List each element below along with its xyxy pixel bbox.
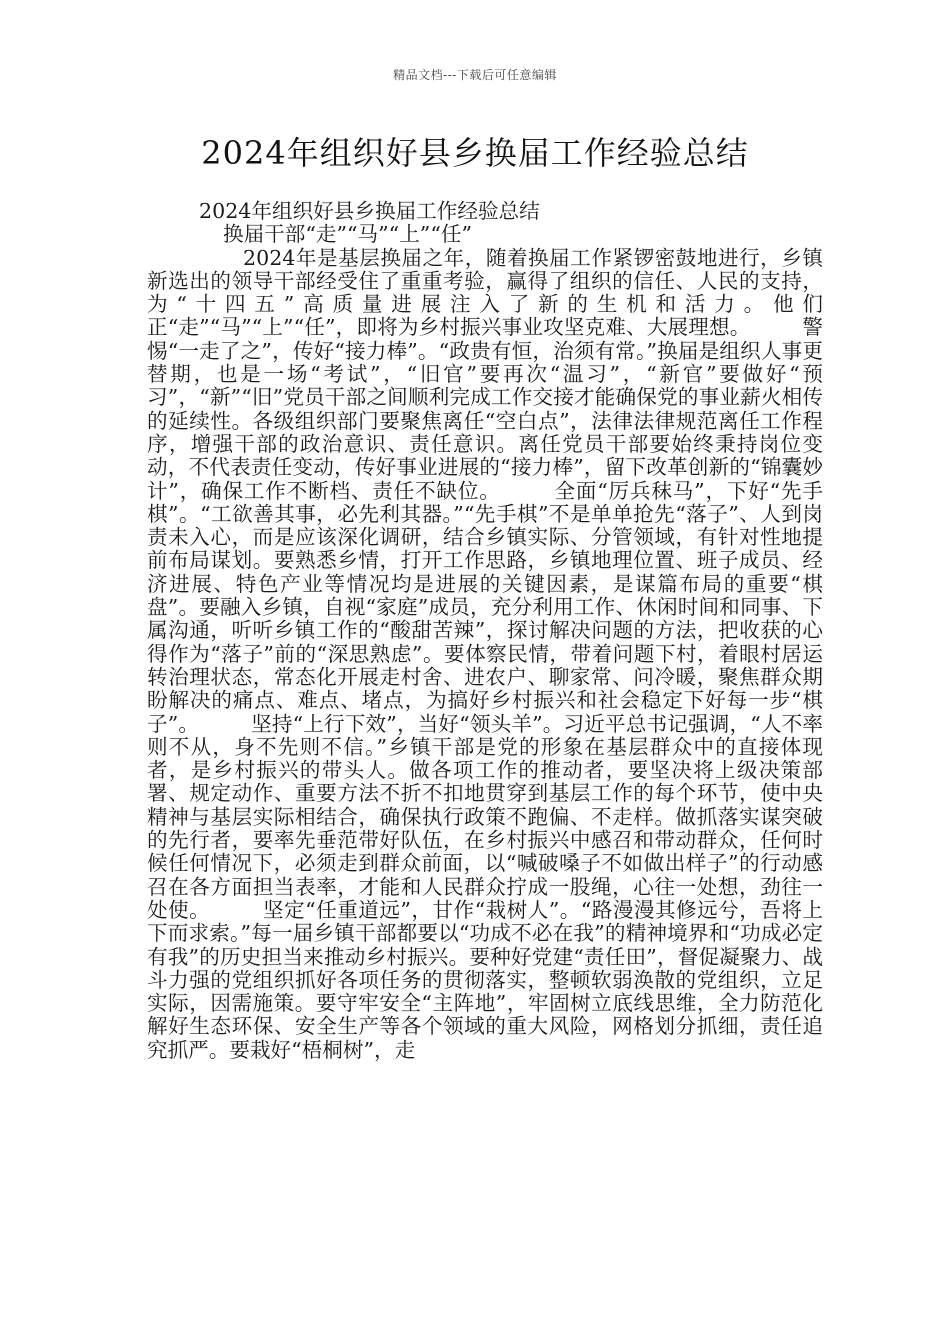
document-subtitle: 2024年组织好县乡换届工作经验总结 bbox=[199, 199, 540, 223]
page-header-note: 精品文档---下载后可任意编辑 bbox=[393, 68, 557, 82]
body-paragraph: 2024年是基层换届之年，随着换届工作紧锣密鼓地进行，乡镇新选出的领导干部经受住了重重考验，赢得了组织的信任、人民的支持，为“十四五”高质量进展注入了新的生机和活力。他们正“走”“马”“上”“任”，即将为乡村振兴事业攻坚克难、大展理想。 警惕“一走了之”，传好“接力棒”。“政贵有恒，治须有常。”换届是组织人事更替期，也是一场“考试”，“旧官”要再次“温习”，“新官”要做好“预习”，“新”“旧”党员干部之间顺利完成工作交接才能确保党的事业薪火相传的延续性。各级组织部门要聚焦离任“空白点”，法律法律规范离任工作程序，增强干部的政治意识、责任意识。离任党员干部要始终秉持岗位变动，不代表责任变动，传好事业进展的“接力棒”，留下改革创新的“锦囊妙计”，确保工作不断档、责任不缺位。 全面“厉兵秣马”，下好“先手棋”。“工欲善其事，必先利其器。”“先手棋”不是单单抢先“落子”、人到岗责未入心，而是应该深化调研，结合乡镇实际、分管领域，有针对性地提前布局谋划。要熟悉乡情，打开工作思路，乡镇地理位置、班子成员、经济进展、特色产业等情况均是进展的关键因素，是谋篇布局的重要“棋盘”。要融入乡镇，自视“家庭”成员，充分利用工作、休闲时间和同事、下属沟通，听听乡镇工作的“酸甜苦辣”，探讨解决问题的方法，把收获的心得作为“落子”前的“深思熟虑”。要体察民情，带着问题下村，着眼村居运转治理状态，常态化开展走村舍、进农户、聊家常、问冷暖，聚焦群众期盼解决的痛点、难点、堵点，为搞好乡村振兴和社会稳定下好每一步“棋子”。 坚持“上行下效”，当好“领头羊”。习近平总书记强调，“人不率则不从，身不先则不信。”乡镇干部是党的形象在基层群众中的直接体现者，是乡村振兴的带头人。做各项工作的推动者，要坚决将上级决策部署、规定动作、重要方法不折不扣地贯穿到基层工作的每个环节，使中央精神与基层实际相结合，确保执行政策不跑偏、不走样。做抓落实谋突破的先行者，要率先垂范带好队伍，在乡村振兴中感召和带动群众，任何时候任何情况下，必须走到群众前面，以“喊破嗓子不如做出样子”的行动感召在各方面担当表率，才能和人民群众拧成一股绳，心往一处想，劲往一处使。 坚定“任重道远”，甘作“栽树人”。“路漫漫其修远兮，吾将上下而求索。”每一届乡镇干部都要以“功成不必在我”的精神境界和“功成必定有我”的历史担当来推动乡村振兴。要种好党建“责任田”，督促凝聚力、战斗力强的党组织抓好各项任务的贯彻落实，整顿软弱涣散的党组织，立足实际，因需施策。要守牢安全“主阵地”，牢固树立底线思维，全力防范化解好生态环保、安全生产等各个领域的重大风险，网格划分抓细，责任追究抓严。要栽好“梧桐树”，走 bbox=[147, 245, 823, 1062]
document-subheading: 换届干部“走”“马”“上”“任” bbox=[223, 222, 472, 247]
document-title: 2024年组织好县乡换届工作经验总结 bbox=[201, 134, 749, 172]
document-body bbox=[147, 200, 823, 1062]
